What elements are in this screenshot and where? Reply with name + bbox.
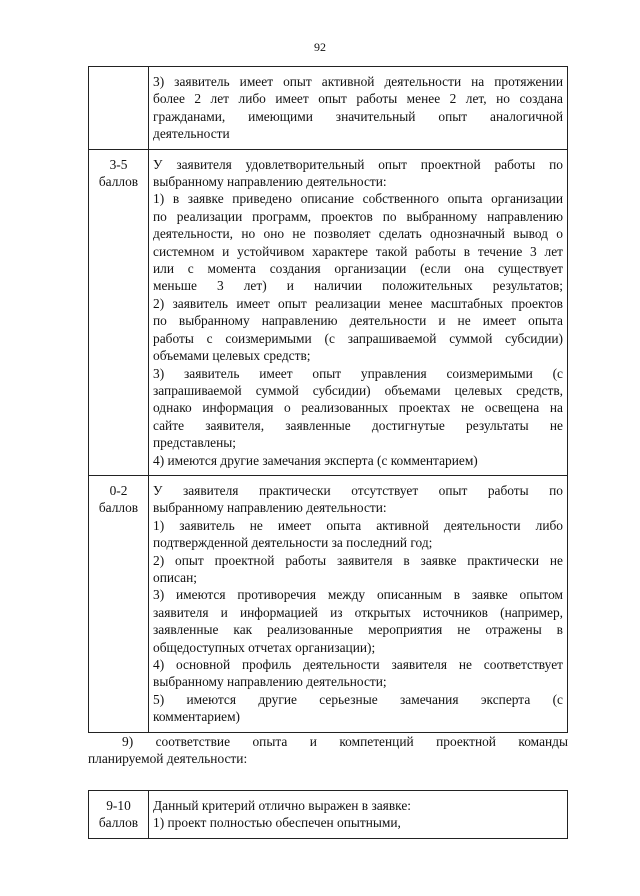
score-label: баллов: [98, 815, 139, 831]
score-label: баллов: [98, 500, 139, 516]
score-cell: [89, 149, 149, 475]
paragraph-line: планируемой деятельности:: [88, 751, 248, 767]
description-line: по реализации программ, проектов по выбранному направлению: [153, 208, 563, 224]
section-paragraph: [88, 733, 568, 768]
description-cell: [149, 791, 568, 839]
description-line: сайте заявителя, заявленные достигнутые результаты не: [153, 417, 563, 433]
description-cell: [149, 149, 568, 475]
description-line: представлены;: [153, 435, 236, 451]
description-line: выбранному направлению деятельности:: [153, 500, 387, 516]
description-line: 4) имеются другие замечания эксперта (с комментарием): [153, 452, 478, 468]
score-cell: [89, 791, 149, 839]
description-line: выбранному направлению деятельности:: [153, 174, 387, 190]
description-line: по выбранному направлению деятельности и не имеет опыта: [153, 313, 563, 329]
score-label: 9-10: [106, 798, 131, 813]
description-line: деятельности: [153, 126, 230, 142]
description-line: 2) заявитель имеет опыт реализации менее масштабных проектов: [153, 295, 563, 311]
criteria-table-next: [88, 790, 568, 839]
description-line: Данный критерий отлично выражен в заявке:: [153, 798, 411, 813]
criteria-table: [88, 66, 568, 733]
description-line: заявленные как реализованные мероприятия не отражены в: [153, 622, 563, 638]
description-line: деятельности, но оно не позволяет сделать однозначный вывод о: [153, 226, 563, 242]
description-cell: [149, 475, 568, 732]
description-line: или с момента создания организации (если она существует: [153, 261, 563, 277]
score-label: баллов: [98, 174, 139, 190]
description-line: 2) опыт проектной работы заявителя в заявке практически не: [153, 552, 563, 568]
description-line: описан;: [153, 569, 197, 585]
description-line: У заявителя удовлетворительный опыт проектной работы по: [153, 156, 563, 172]
description-line: 3) заявитель имеет опыт активной деятельности на протяжении: [153, 74, 563, 89]
score-label: 0-2: [109, 482, 128, 498]
paragraph-line: 9) соответствие опыта и компетенций проектной команды: [122, 734, 568, 749]
description-line: 1) заявитель не имеет опыта активной деятельности либо: [153, 517, 563, 533]
description-line: 1) в заявке приведено описание собственного опыта организации: [153, 191, 563, 207]
score-cell: [89, 67, 149, 150]
description-line: меньше 3 лет) и наличии положительных результатов;: [153, 278, 563, 294]
description-line: 1) проект полностью обеспечен опытными,: [153, 815, 401, 831]
description-line: запрашиваемой суммой субсидии) объемами целевых средств,: [153, 382, 563, 398]
score-cell: [89, 475, 149, 732]
description-line: выбранному направлению деятельности;: [153, 674, 387, 690]
description-line: подтвержденной деятельности за последний год;: [153, 535, 433, 551]
description-line: У заявителя практически отсутствует опыт работы по: [153, 482, 563, 498]
description-line: объемами целевых средств;: [153, 348, 311, 364]
criteria-row: [89, 475, 568, 732]
description-line: общедоступных отчетах организации);: [153, 639, 376, 655]
criteria-row: [89, 791, 568, 839]
criteria-table-body: [89, 67, 568, 733]
description-line: 4) основной профиль деятельности заявителя не соответствует: [153, 657, 563, 672]
description-line: гражданами, имеющими значительный опыт аналогичной: [153, 108, 563, 124]
criteria-row: [89, 149, 568, 475]
description-line: работы с соизмеримыми (с запрашиваемой суммой субсидии): [153, 330, 563, 346]
description-line: 3) заявитель имеет опыт управления соизмеримыми (с: [153, 365, 563, 381]
score-label: 3-5: [109, 156, 128, 172]
description-cell: [149, 67, 568, 150]
description-line: системном и устойчивом характере такой работы в течение 3 лет: [153, 243, 563, 259]
description-line: однако информация о реализованных проектах не освещена на: [153, 400, 563, 416]
description-line: 5) имеются другие серьезные замечания эксперта (с: [153, 691, 563, 707]
criteria-row: [89, 67, 568, 150]
description-line: 3) имеются противоречия между описанным в заявке опытом: [153, 587, 563, 603]
description-line: комментарием): [153, 709, 241, 725]
criteria-table-next-body: [89, 791, 568, 839]
description-line: более 2 лет либо имеет опыт работы менее 2 лет, но создана: [153, 91, 563, 107]
description-line: заявителя и информацией из открытых источников (например,: [153, 604, 563, 620]
page-number: 92: [314, 40, 326, 54]
